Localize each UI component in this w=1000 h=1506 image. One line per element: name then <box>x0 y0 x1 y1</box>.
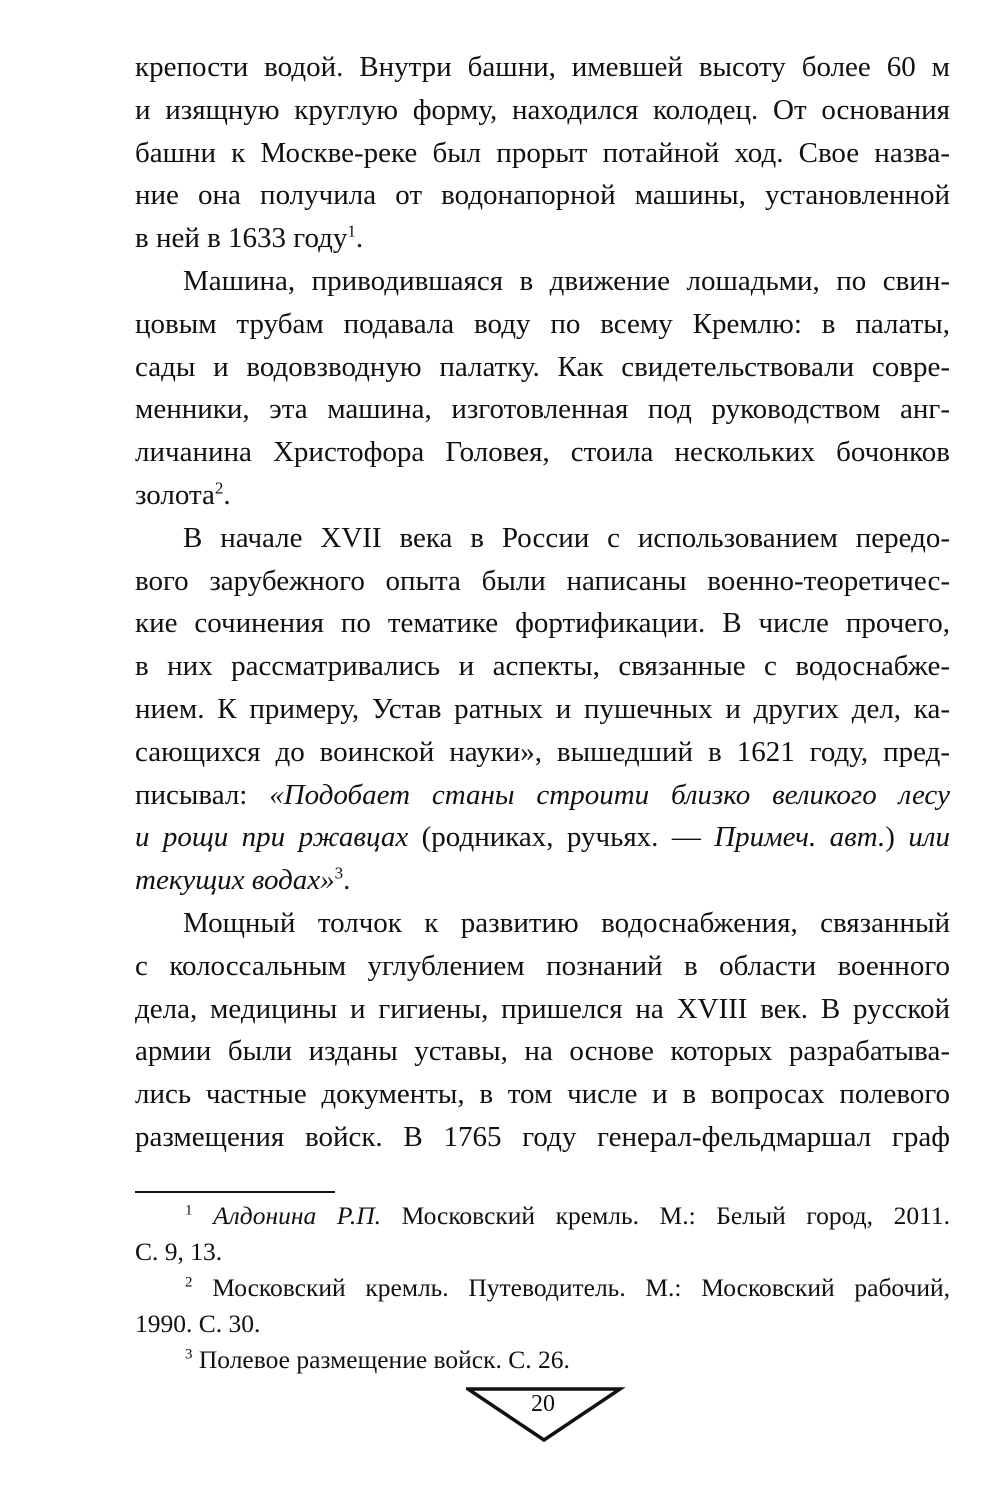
text-line <box>135 132 950 175</box>
text: золота <box>135 478 215 511</box>
text: Московский кремль. М.: Белый город, 2011. <box>381 1201 951 1230</box>
text: В начале XVII века в России с использованием передо- <box>183 521 950 554</box>
text: нием. К примеру, Устав ратных и пушечных и других дел, ка- <box>135 692 950 725</box>
text-line <box>135 688 950 731</box>
text: . <box>343 864 351 897</box>
text: Мощный толчок к развитию водоснабжения, связанный <box>183 906 950 939</box>
text-line <box>135 1306 950 1342</box>
text: крепости водой. Внутри башни, имевшей высоту более 60 м <box>135 51 950 83</box>
italic-text: Алдонина Р.П. <box>213 1201 382 1230</box>
text: в ней в 1633 году <box>135 222 348 255</box>
paragraph <box>135 517 950 902</box>
text: сающихся до воинской науки», вышедший в 1621 году, пред- <box>135 735 950 768</box>
text-line <box>135 517 950 560</box>
text: Машина, приводившаяся в движение лошадьми, по свин- <box>183 264 950 297</box>
text: вого зарубежного опыта были написаны военно-теоретичес- <box>135 564 950 597</box>
text: цовым трубам подавала воду по всему Кремлю: в палаты, <box>135 307 950 340</box>
paragraph <box>135 46 950 260</box>
text-line <box>135 902 950 945</box>
italic-text: «Подобает станы строити близко великого лесу <box>269 778 950 811</box>
text: башни к Москве-реке был прорыт потайной ход. Свое назва- <box>135 136 950 169</box>
text: дела, медицины и гигиены, пришелся на XVIII век. В русской <box>135 992 950 1025</box>
footnote-ref: 2 <box>214 478 224 498</box>
footnote-ref: 3 <box>334 863 344 883</box>
text-line <box>135 560 950 603</box>
text-line <box>135 859 950 902</box>
footnote-ref: 3 <box>185 1346 193 1363</box>
text: в них рассматривались и аспекты, связанные с водоснабже- <box>135 650 950 683</box>
text: с колоссальным углублением познаний в области военного <box>135 949 950 982</box>
text: (родниках, ручьях. — <box>408 821 715 854</box>
text: сады и водовзводную палатку. Как свидетельствовали совре- <box>135 350 950 383</box>
text: . <box>355 222 364 255</box>
text-line <box>135 816 950 859</box>
footnote-ref: 1 <box>185 1202 193 1219</box>
italic-text: Примеч. авт. <box>714 821 886 854</box>
text: кие сочинения по тематике фортификации. В числе прочего, <box>135 607 950 640</box>
italic-text: или <box>908 821 950 854</box>
text-line <box>135 774 950 817</box>
text: С. 9, 13. <box>135 1237 223 1266</box>
text-line <box>135 217 950 260</box>
text-line <box>135 346 950 389</box>
text: менники, эта машина, изготовленная под руководством анг- <box>135 393 950 426</box>
text-line <box>135 1116 950 1159</box>
footnote-separator <box>135 1191 335 1193</box>
paragraph <box>135 260 950 517</box>
text-line <box>135 731 950 774</box>
text-line <box>135 260 950 303</box>
footnote-ref: 2 <box>185 1274 193 1291</box>
text: личанина Христофора Головея, стоила нескольких бочонков <box>135 436 950 469</box>
text: ) <box>885 821 909 854</box>
text-line <box>135 1030 950 1073</box>
text-line <box>135 474 950 517</box>
page-number-ornament <box>466 1387 626 1443</box>
footnote <box>135 1198 950 1270</box>
text-line <box>135 1342 950 1378</box>
text: размещения войск. В 1765 году генерал-фельдмаршал граф <box>135 1120 950 1153</box>
paragraph <box>135 902 950 1159</box>
text: и изящную круглую форму, находился колодец. От основания <box>135 93 950 126</box>
text: писывал: <box>135 778 270 811</box>
text-line <box>135 388 950 431</box>
text: армии были изданы уставы, на основе которых разрабатыва- <box>135 1035 950 1068</box>
text <box>193 1201 214 1230</box>
footnote <box>135 1342 950 1378</box>
text-line <box>135 1073 950 1116</box>
body-text <box>135 46 950 1159</box>
italic-text: и рощи при ржавцах <box>135 821 409 854</box>
text-line <box>135 1234 950 1270</box>
text-line <box>135 1270 950 1306</box>
text-line <box>135 89 950 132</box>
text-line <box>135 988 950 1031</box>
text-line <box>135 645 950 688</box>
footnote-ref: 1 <box>347 221 356 241</box>
footnotes <box>135 1198 950 1378</box>
text: . <box>223 478 231 511</box>
text: лись частные документы, в том числе и в вопросах полевого <box>135 1078 950 1111</box>
text-line <box>135 303 950 346</box>
footnote <box>135 1270 950 1342</box>
italic-text: текущих водах» <box>135 864 335 897</box>
page-number: 20 <box>531 1391 555 1417</box>
text-line <box>135 945 950 988</box>
text-line <box>135 1198 950 1234</box>
text-line <box>135 174 950 217</box>
text: Московский кремль. Путеводитель. М.: Московский рабочий, <box>192 1273 950 1302</box>
text: 1990. С. 30. <box>135 1309 261 1338</box>
text: ние она получила от водонапорной машины, установленной <box>135 179 950 212</box>
text-line <box>135 602 950 645</box>
text-line <box>135 431 950 474</box>
text: Полевое размещение войск. С. 26. <box>192 1345 570 1374</box>
text-line <box>135 46 950 89</box>
